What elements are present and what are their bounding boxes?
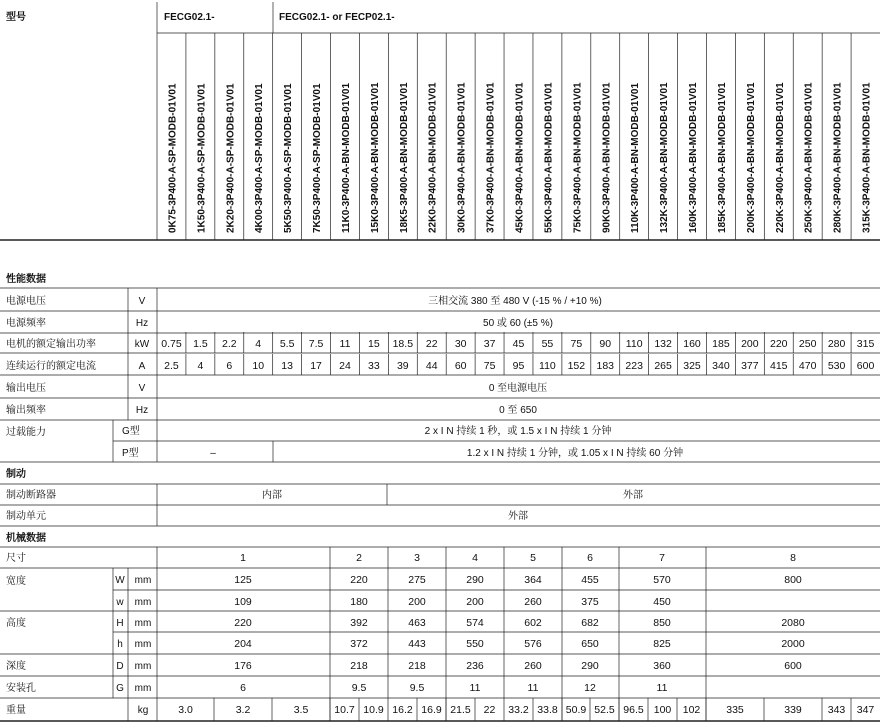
mount-value: 12 (584, 682, 596, 694)
weight-value: 100 (653, 704, 672, 716)
height-h-value: 443 (408, 638, 426, 650)
rated-power-value: 4 (255, 338, 262, 350)
size-value: 7 (659, 552, 665, 564)
rated-power-label: 电机的额定输出功率 (6, 339, 96, 350)
rated-power-value: 250 (798, 338, 817, 350)
width-w-value: 109 (234, 596, 252, 608)
model-name: 7K50-3P400-A-SP-MODB-01V01 (312, 83, 324, 233)
weight-value: 335 (726, 704, 744, 716)
rated-current-value: 95 (512, 360, 525, 372)
weight-value: 339 (784, 704, 802, 716)
height-label: 高度 (6, 618, 26, 629)
height-H-value: 220 (234, 617, 252, 629)
mount-value: 9.5 (409, 682, 425, 694)
model-name: 4K00-3P400-A-SP-MODB-01V01 (254, 83, 266, 233)
depth-D-symbol: D (116, 661, 124, 672)
height-H-unit: mm (134, 618, 152, 629)
width-W-value: 220 (350, 574, 368, 586)
rated-current-value: 600 (856, 360, 875, 372)
weight-unit: kg (137, 705, 149, 716)
model-name: 220K-3P400-A-BN-MODB-01V01 (774, 82, 786, 233)
depth-value: 236 (466, 660, 484, 672)
overload-p-label: P型 (122, 448, 139, 459)
weight-value: 3.5 (293, 704, 309, 716)
model-name: 185K-3P400-A-BN-MODB-01V01 (716, 82, 728, 233)
height-h-value: 550 (466, 638, 484, 650)
output-voltage-unit: V (138, 383, 146, 394)
model-name: 45K0-3P400-A-BN-MODB-01V01 (514, 82, 526, 233)
rated-power-value: 55 (541, 338, 554, 350)
weight-value: 347 (856, 704, 875, 716)
model-name: 18K5-3P400-A-BN-MODB-01V01 (398, 82, 410, 233)
weight-label: 重量 (6, 705, 26, 716)
height-H-symbol: H (116, 618, 124, 629)
braking-internal: 内部 (262, 490, 282, 501)
depth-values (234, 660, 802, 672)
overload-g-value: 2 x I N 持续 1 秒，或 1.5 x I N 持续 1 分钟 (424, 426, 612, 437)
model-name: 1K50-3P400-A-SP-MODB-01V01 (196, 83, 208, 233)
model-name: 15K0-3P400-A-BN-MODB-01V01 (369, 82, 381, 233)
braking-unit-value: 外部 (508, 511, 528, 522)
rated-power-value: 2.2 (221, 338, 237, 350)
model-name: 132K-3P400-A-BN-MODB-01V01 (659, 82, 671, 233)
section-mechanical: 机械数据 (6, 533, 46, 544)
rated-current-value: 44 (425, 360, 438, 372)
supply-voltage-value: 三相交流 380 至 480 V (-15 % / +10 %) (428, 296, 602, 307)
rated-power-value: 30 (454, 338, 467, 350)
weight-value: 343 (827, 704, 846, 716)
size-value: 5 (530, 552, 536, 564)
rated-power-value: 0.75 (161, 338, 182, 350)
output-voltage-value: 0 至电源电压 (488, 383, 548, 394)
depth-value: 290 (581, 660, 599, 672)
mount-label: 安装孔 (6, 683, 36, 694)
model-columns (167, 33, 872, 240)
width-w-value: 200 (408, 596, 426, 608)
depth-value: 360 (653, 660, 671, 672)
height-h-value: 2000 (781, 638, 805, 650)
rated-current-value: 110 (539, 360, 556, 372)
width-W-values (234, 574, 802, 586)
rated-current-value: 13 (281, 360, 293, 372)
weight-value: 102 (682, 704, 701, 716)
width-w-symbol: w (116, 597, 124, 608)
rated-current-value: 325 (683, 360, 701, 372)
weight-value: 21.5 (450, 704, 471, 716)
mount-value: 11 (656, 682, 668, 694)
output-freq-value: 0 至 650 (499, 405, 537, 416)
rated-power-value: 280 (827, 338, 846, 350)
height-H-value: 574 (466, 617, 484, 629)
rated-power-value: 160 (683, 338, 701, 350)
height-h-values (234, 638, 805, 650)
width-W-value: 275 (408, 574, 426, 586)
rated-power-value: 11 (339, 338, 351, 350)
rated-current-value: 183 (596, 360, 615, 372)
rated-power-value: 7.5 (308, 338, 324, 350)
overload-p-value: 1.2 x I N 持续 1 分钟，或 1.05 x I N 持续 60 分钟 (466, 448, 684, 459)
overload-p-dash: – (210, 448, 216, 459)
supply-voltage-unit: V (138, 296, 146, 307)
depth-label: 深度 (6, 661, 26, 672)
rated-current-values (164, 354, 874, 375)
rated-current-value: 17 (310, 360, 322, 372)
height-h-value: 372 (350, 638, 368, 650)
weight-value: 96.5 (623, 704, 644, 716)
rated-current-value: 265 (654, 360, 672, 372)
size-value: 3 (414, 552, 420, 564)
weight-value: 33.8 (537, 704, 558, 716)
depth-value: 218 (408, 660, 426, 672)
rated-power-value: 18.5 (392, 338, 414, 350)
rated-power-value: 110 (625, 338, 643, 350)
height-h-value: 576 (524, 638, 542, 650)
group-fecg: FECG02.1- (164, 12, 215, 23)
size-value: 2 (356, 552, 362, 564)
depth-unit: mm (134, 661, 152, 672)
height-H-value: 602 (524, 617, 542, 629)
weight-value: 52.5 (594, 704, 615, 716)
rated-power-value: 22 (425, 338, 438, 350)
rated-power-value: 45 (512, 338, 525, 350)
weight-value: 50.9 (565, 704, 587, 716)
height-H-value: 463 (408, 617, 426, 629)
mount-unit: mm (134, 683, 152, 694)
rated-current-value: 4 (197, 360, 204, 372)
width-W-value: 455 (581, 574, 599, 586)
width-W-unit: mm (134, 575, 152, 586)
width-W-value: 570 (653, 574, 671, 586)
overload-label: 过载能力 (6, 427, 46, 438)
braking-unit-label: 制动单元 (6, 511, 46, 522)
height-h-unit: mm (134, 639, 152, 650)
size-value: 4 (472, 552, 478, 564)
rated-current-value: 60 (454, 360, 467, 372)
width-w-value: 200 (466, 596, 484, 608)
width-W-value: 364 (524, 574, 542, 586)
mount-G-symbol: G (116, 683, 124, 694)
rated-current-value: 6 (226, 360, 233, 372)
model-name: 110K-3P400-A-BN-MODB-01V01 (630, 82, 642, 233)
height-h-symbol: h (117, 639, 123, 650)
overload-g-label: G型 (122, 426, 140, 437)
rated-current-value: 530 (827, 360, 846, 372)
size-label: 尺寸 (6, 553, 26, 564)
height-h-value: 204 (234, 638, 252, 650)
rated-power-value: 200 (741, 338, 759, 350)
model-name: 55K0-3P400-A-BN-MODB-01V01 (543, 82, 555, 233)
braking-breaker-label: 制动断路器 (6, 490, 56, 501)
width-label: 宽度 (6, 576, 26, 587)
group-fecg-fecp: FECG02.1- or FECP02.1- (279, 12, 395, 23)
size-values (240, 552, 796, 564)
size-value: 1 (240, 552, 246, 564)
model-name: 30K0-3P400-A-BN-MODB-01V01 (456, 82, 468, 233)
height-H-value: 2080 (781, 617, 805, 629)
model-name: 11K0-3P400-A-BN-MODB-01V01 (340, 82, 352, 233)
model-name: 75K0-3P400-A-BN-MODB-01V01 (572, 82, 584, 233)
weight-value: 3.0 (178, 704, 193, 716)
model-name: 37K0-3P400-A-BN-MODB-01V01 (485, 82, 497, 233)
weight-value: 10.7 (334, 704, 355, 716)
mount-value: 6 (240, 682, 246, 694)
rated-power-value: 90 (599, 338, 612, 350)
braking-external: 外部 (623, 490, 643, 501)
mount-values (240, 682, 668, 694)
rated-power-value: 5.5 (279, 338, 295, 350)
rated-current-value: 223 (625, 360, 643, 372)
weight-values (178, 698, 874, 721)
rated-current-value: 340 (712, 360, 730, 372)
model-name: 0K75-3P400-A-SP-MODB-01V01 (167, 83, 179, 233)
rated-power-value: 75 (570, 338, 583, 350)
width-w-value: 375 (581, 596, 599, 608)
weight-value: 22 (483, 704, 496, 716)
rated-current-value: 24 (339, 360, 351, 372)
height-H-values (234, 617, 805, 629)
weight-value: 10.9 (363, 704, 384, 716)
rated-power-value: 220 (770, 338, 788, 350)
width-W-value: 800 (784, 574, 802, 586)
supply-freq-unit: Hz (135, 318, 149, 329)
width-w-value: 450 (653, 596, 671, 608)
rated-power-value: 315 (856, 338, 875, 350)
supply-freq-label: 电源频率 (6, 318, 46, 329)
model-name: 2K20-3P400-A-SP-MODB-01V01 (225, 83, 237, 233)
rated-current-unit: A (138, 361, 146, 372)
depth-value: 218 (350, 660, 368, 672)
model-label: 型号 (6, 12, 26, 23)
depth-value: 600 (784, 660, 802, 672)
weight-value: 16.9 (421, 704, 442, 716)
rated-current-value: 415 (770, 360, 788, 372)
section-performance: 性能数据 (6, 274, 46, 285)
rated-current-value: 39 (396, 360, 409, 372)
model-name: 5K50-3P400-A-SP-MODB-01V01 (283, 83, 295, 233)
output-freq-label: 输出频率 (6, 405, 46, 416)
rated-power-values (161, 332, 874, 353)
rated-current-value: 33 (368, 360, 380, 372)
model-name: 315K-3P400-A-BN-MODB-01V01 (861, 82, 873, 233)
mount-value: 9.5 (351, 682, 367, 694)
rated-current-value: 10 (252, 360, 265, 372)
output-freq-unit: Hz (135, 405, 149, 416)
size-value: 6 (587, 552, 593, 564)
mount-value: 11 (527, 682, 539, 694)
rated-current-value: 470 (798, 360, 817, 372)
width-w-value: 260 (524, 596, 542, 608)
height-H-value: 682 (581, 617, 599, 629)
depth-value: 176 (234, 660, 252, 672)
width-w-value: 180 (350, 596, 368, 608)
weight-value: 16.2 (392, 704, 413, 716)
supply-voltage-label: 电源电压 (6, 296, 46, 307)
width-W-value: 125 (234, 574, 252, 586)
rated-power-value: 1.5 (193, 338, 208, 350)
mount-value: 11 (469, 682, 481, 694)
model-name: 90K0-3P400-A-BN-MODB-01V01 (601, 82, 613, 233)
rated-current-value: 152 (567, 360, 586, 372)
depth-value: 260 (524, 660, 542, 672)
model-name: 250K-3P400-A-BN-MODB-01V01 (803, 82, 815, 233)
rated-current-value: 75 (483, 360, 496, 372)
supply-freq-value: 50 或 60 (±5 %) (483, 318, 553, 329)
width-w-unit: mm (134, 597, 152, 608)
section-braking: 制动 (6, 469, 26, 480)
height-H-value: 392 (350, 617, 368, 629)
height-H-value: 850 (653, 617, 671, 629)
height-h-value: 650 (581, 638, 599, 650)
weight-value: 3.2 (235, 704, 251, 716)
model-name: 22K0-3P400-A-BN-MODB-01V01 (427, 82, 439, 233)
rated-power-value: 37 (483, 338, 496, 350)
height-h-value: 825 (653, 638, 671, 650)
width-w-values (234, 596, 671, 608)
model-name: 280K-3P400-A-BN-MODB-01V01 (832, 82, 844, 233)
size-value: 8 (790, 552, 796, 564)
rated-power-value: 185 (712, 338, 730, 350)
rated-current-value: 377 (741, 360, 759, 372)
width-W-symbol: W (115, 575, 125, 586)
width-W-value: 290 (466, 574, 484, 586)
rated-power-value: 15 (368, 338, 380, 350)
rated-power-value: 132 (654, 338, 672, 350)
output-voltage-label: 输出电压 (6, 383, 46, 394)
rated-current-label: 连续运行的额定电流 (6, 361, 96, 372)
rated-current-value: 2.5 (164, 360, 179, 372)
model-name: 200K-3P400-A-BN-MODB-01V01 (745, 82, 757, 233)
rated-power-unit: kW (134, 339, 150, 350)
weight-value: 33.2 (508, 704, 529, 716)
model-name: 160K-3P400-A-BN-MODB-01V01 (688, 82, 700, 233)
